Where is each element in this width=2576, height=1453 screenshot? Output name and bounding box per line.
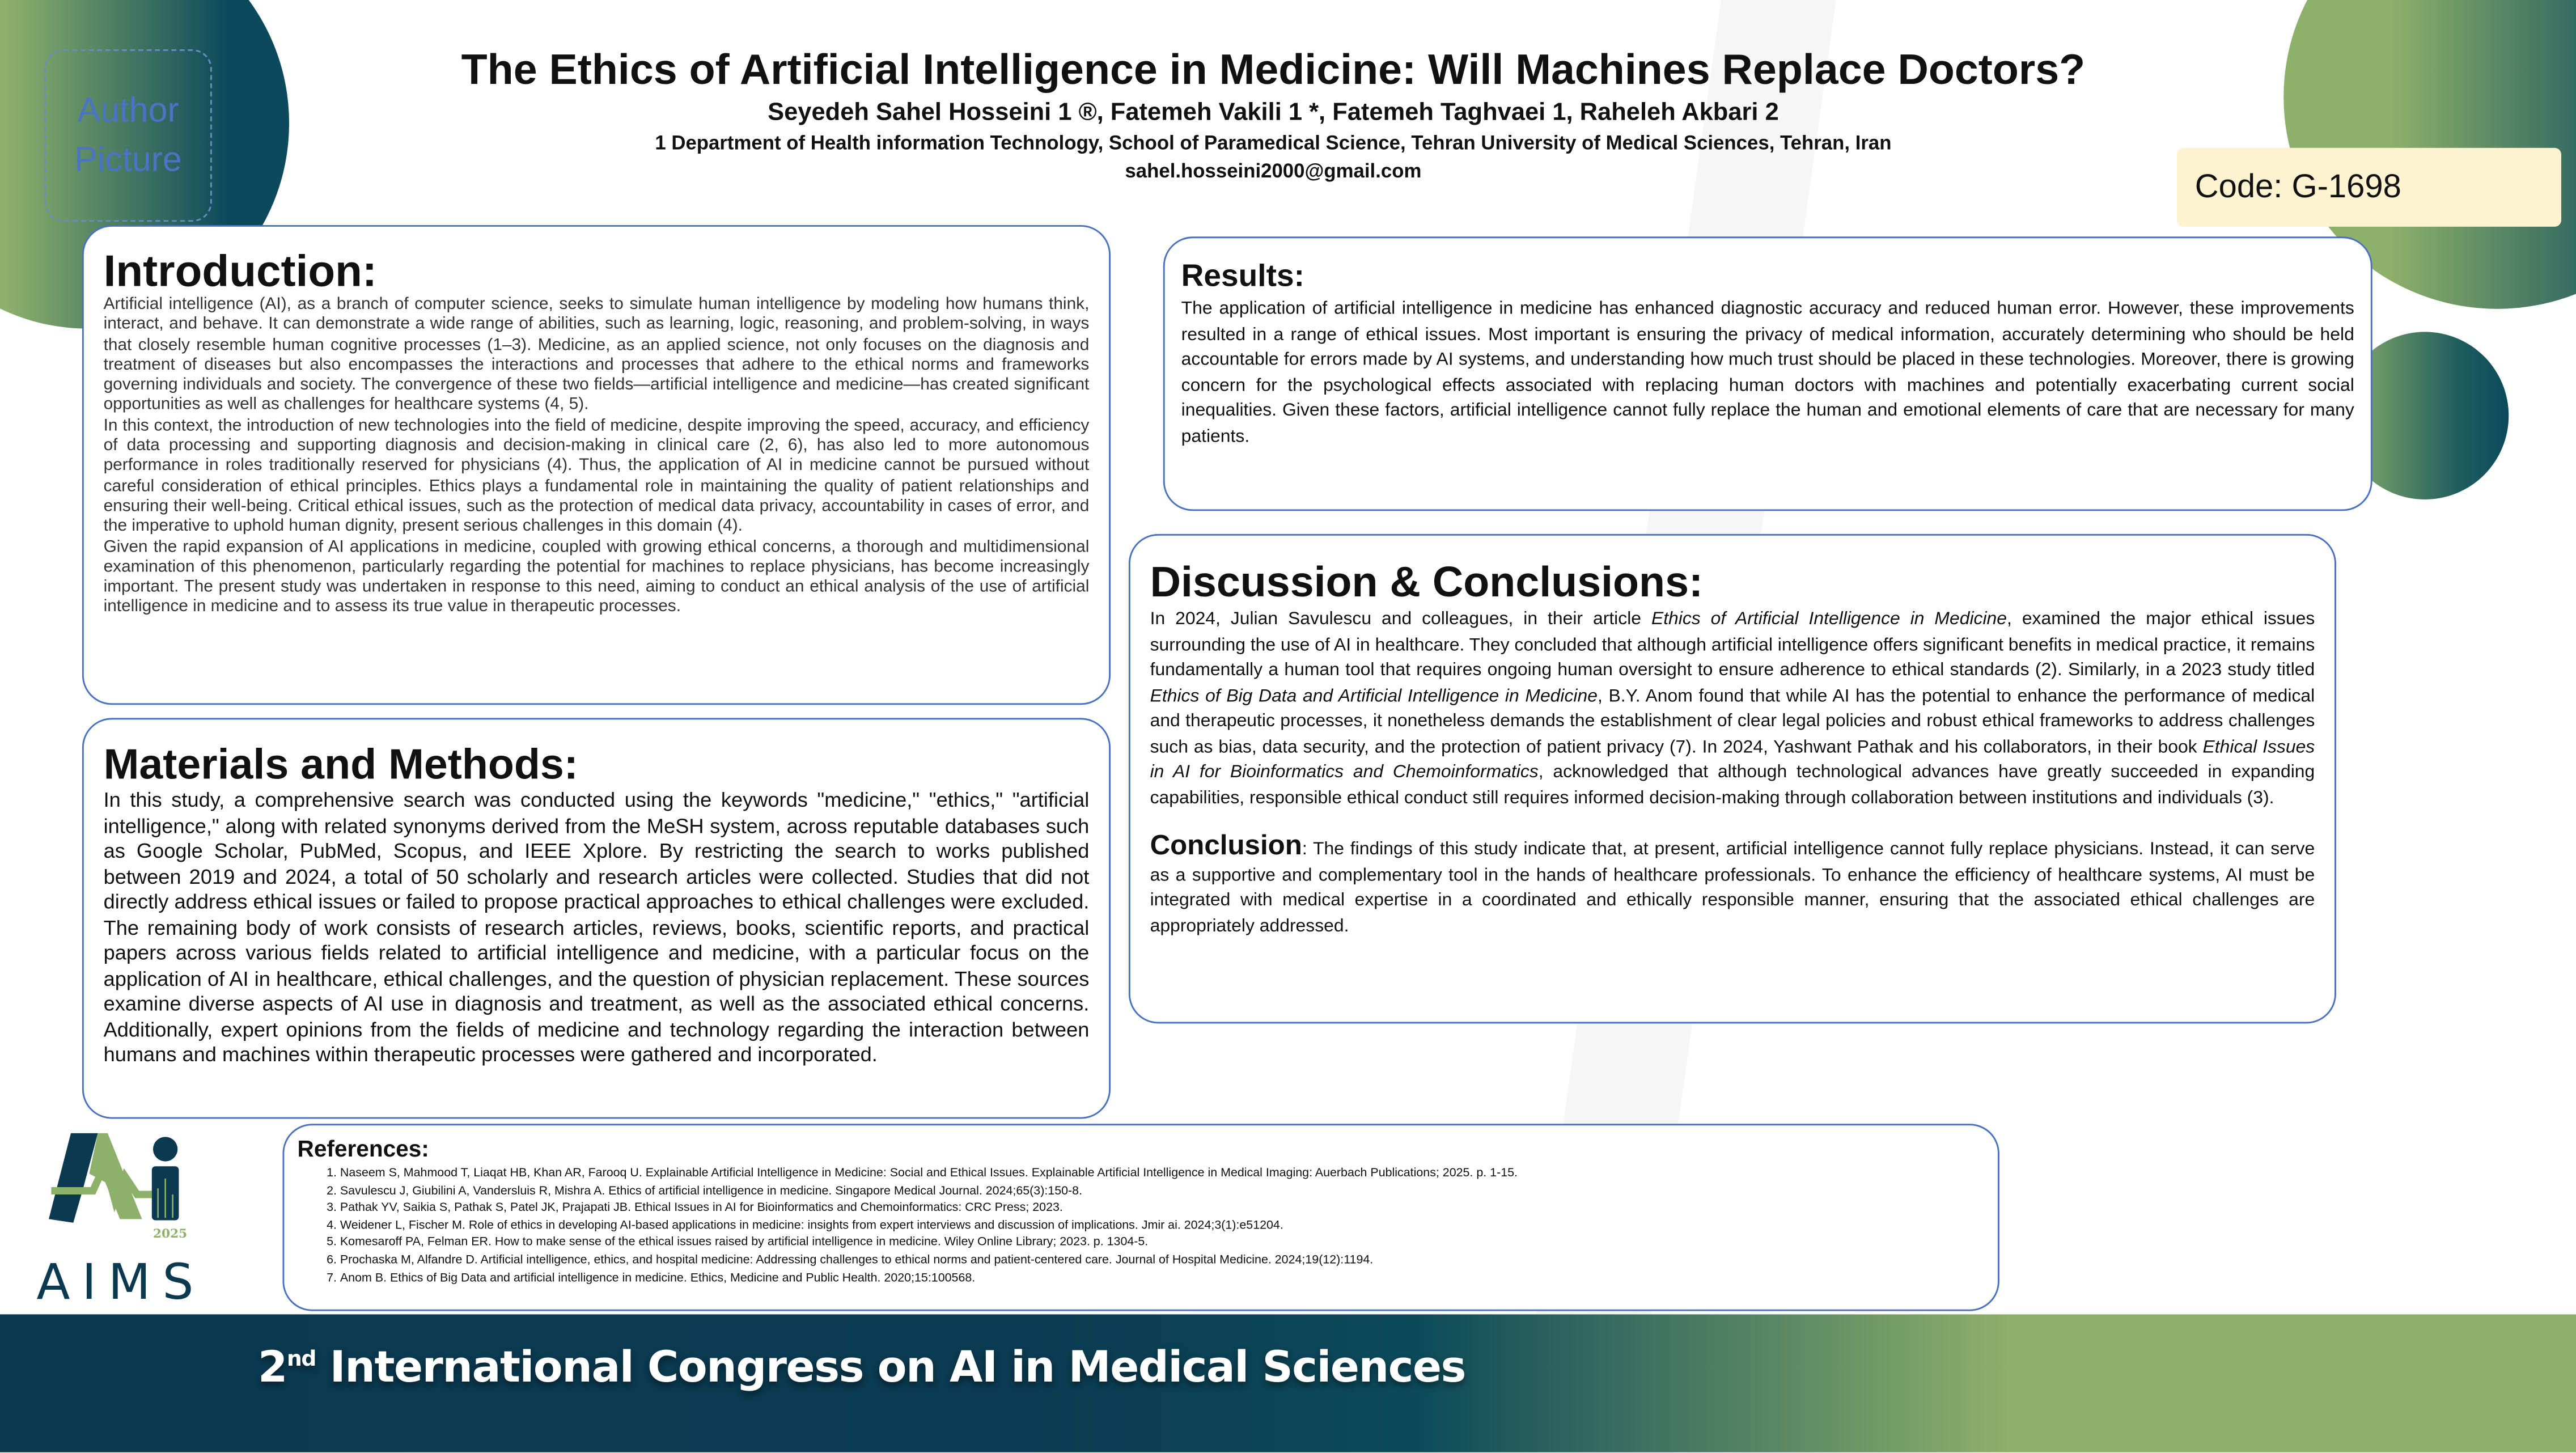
- section-heading: References:: [297, 1135, 429, 1162]
- methods-section: [82, 718, 1111, 1119]
- reference-item: 5. Komesaroff PA, Felman ER. How to make sense of the ethical issues raised by artificial intelligence in medicine. Wiley Online Library; 2023. p. 1304-5.: [340, 1234, 1985, 1252]
- discussion-section: [1129, 534, 2336, 1024]
- poster-header: [296, 43, 2251, 182]
- poster-title: The Ethics of Artificial Intelligence in Medicine: Will Machines Replace Doctors?: [461, 44, 2086, 94]
- author-picture-label: Author: [77, 91, 179, 129]
- heading-colon: :: [1689, 557, 1704, 607]
- section-heading: Results:: [1181, 259, 1304, 294]
- section-heading: Introduction:: [103, 246, 378, 296]
- section-heading: Materials and Methods:: [103, 739, 578, 789]
- section-heading: [1150, 556, 2315, 608]
- reference-item: 1. Naseem S, Mahmood T, Liaqat HB, Khan AR, Farooq U. Explainable Artificial Intelligence in Medicine: Social and Ethical Issues. Explainable Artificial Intelligence in Medical Imaging: Auerbach Publications; 2025. p. 1-15.: [340, 1165, 1985, 1183]
- paragraph: Given the rapid expansion of AI applications in medicine, coupled with growing ethical concerns, a thorough and multidimensional examination of this phenomenon, particularly regarding the potential for machines to replace physicians, has become increasingly important. The present study was undertaken in response to this need, aiming to conduct an ethical analysis of the use of artificial intelligence in medicine and to assess its true value in therapeutic processes.: [103, 538, 1090, 617]
- reference-item: 4. Weidener L, Fischer M. Role of ethics in developing AI-based applications in medicine: insights from expert interviews and discussion of implications. Jmir ai. 2024;3(1):e51204.: [340, 1217, 1985, 1235]
- conclusion-text: : The findings of this study indicate that, at present, artificial intelligence cannot fully replace physicians. Instead, it can serve as a supportive and complementary tool in the hands of healthcare professionals. To enhance the efficiency of healthcare systems, AI must be integrated with medical expertise in a coordinated and ethically responsible manner, ensuring that the associated ethical challenges are appropriately addressed.: [1150, 839, 2315, 936]
- section-body: In 2024, Julian Savulescu and colleagues, in their article Ethics of Artificial Intelligence in Medicine, examined the major ethical issues surrounding the use of AI in healthcare. They concluded that although artificial intelligence offers significant benefits in medical practice, it remains fundamentally a human tool that requires ongoing human oversight to ensure adherence to ethical standards (2). Similarly, in a 2023 study titled Ethics of Big Data and Artificial Intelligence in Medicine, B.Y. Anom found that while AI has the potential to enhance the performance of medical and therapeutic processes, it nonetheless demands the establishment of clear legal policies and robust ethical frameworks to address challenges such as bias, data security, and the protection of patient privacy (7). In 2024, Yashwant Pathak and his collaborators, in their book Ethical Issues in AI for Bioinformatics and Chemoinformatics, acknowledged that although technological advances have greatly succeeded in expanding capabilities, responsible ethical conduct still requires informed decision-making through collaboration between institutions and individuals (3).: [1150, 609, 2315, 808]
- heading-text: Discussion & Conclusions: [1150, 557, 1689, 607]
- logo-year: 2025: [152, 1226, 188, 1241]
- logo-text: AIMS: [36, 1253, 194, 1311]
- affiliation: 1 Department of Health information Technology, School of Paramedical Science, Tehran University of Medical Sciences, Tehran, Iran: [655, 131, 1892, 155]
- conclusion-label: Conclusion: [1150, 829, 1302, 861]
- section-body: [104, 296, 1090, 619]
- reference-list: [298, 1165, 1985, 1287]
- section-body: The application of artificial intelligence in medicine has enhanced diagnostic accuracy and reduced human error. However, these improvements resulted in a range of ethical issues. Most important is ensuring the privacy of medical information, accurately determining who should be held accountable for errors made by AI systems, and understanding how much trust should be placed in these technologies. Moreover, there is growing concern for the psychological effects associated with replacing human doctors with machines and potentially exacerbating current social inequalities. Given these factors, artificial intelligence cannot fully replace the human and emotional elements of care that are necessary for many patients.: [1181, 299, 2354, 446]
- results-section: [1163, 236, 2372, 511]
- reference-item: 7. Anom B. Ethics of Big Data and artificial intelligence in medicine. Ethics, Medicine and Public Health. 2020;15:100568.: [340, 1269, 1985, 1287]
- authors: Seyedeh Sahel Hosseini 1 ®, Fatemeh Vakili 1 *, Fatemeh Taghvaei 1, Raheleh Akbari 2: [768, 98, 1779, 127]
- paragraph: In this context, the introduction of new technologies into the field of medicine, despite improving the speed, accuracy, and efficiency of data processing and supporting diagnosis and decision-making in clinical care (2, 6), has also led to more autonomous performance in roles traditionally reserved for physicians (4). Thus, the application of AI in medicine cannot be pursued without careful consideration of ethical principles. Ethics plays a fundamental role in maintaining the quality of patient relationships and ensuring their well-being. Critical ethical issues, such as the protection of medical data privacy, accountability in cases of error, and the imperative to uphold human dignity, present serious challenges in this domain (4).: [103, 417, 1090, 536]
- aims-logo: [23, 1127, 217, 1311]
- reference-item: 2. Savulescu J, Giubilini A, Vandersluis R, Mishra A. Ethics of artificial intelligence in medicine. Singapore Medical Journal. 2024;65(3):150-8.: [340, 1182, 1985, 1200]
- reference-item: 6. Prochaska M, Alfandre D. Artificial intelligence, ethics, and hospital medicine: Addressing challenges to ethical norms and patient-centered care. Journal of Hospital Medicine. 2024;19(12):1194.: [340, 1252, 1985, 1269]
- reference-item: 3. Pathak YV, Saikia S, Pathak S, Patel JK, Prajapati JB. Ethical Issues in AI for Bioinformatics and Chemoinformatics: CRC Press; 2023.: [340, 1200, 1985, 1217]
- conclusion: [1150, 829, 2315, 939]
- references-section: [282, 1124, 1999, 1311]
- congress-name: 2nd International Congress on AI in Medical Sciences: [257, 1344, 1466, 1393]
- poster-code: Code: G-1698: [2177, 148, 2561, 227]
- author-picture-label: Picture: [74, 140, 182, 179]
- introduction-section: [82, 225, 1111, 705]
- paragraph: Artificial intelligence (AI), as a branch of computer science, seeks to simulate human intelligence by modeling how humans think, interact, and behave. It can demonstrate a wide range of abilities, such as learning, logic, reasoning, and problem-solving, in ways that closely resemble human cognitive processes (1–3). Medicine, as an applied science, not only focuses on the diagnosis and treatment of diseases but also encompasses the interactions and processes that adhere to the ethical norms and frameworks governing individuals and society. The convergence of these two fields—artificial intelligence and medicine—has created significant opportunities as well as challenges for healthcare systems (4, 5).: [103, 295, 1090, 415]
- section-body: In this study, a comprehensive search was conducted using the keywords "medicine," "ethics," "artificial intelligence," along with related synonyms derived from the MeSH system, across reputable databases such as Google Scholar, PubMed, Scopus, and IEEE Xplore. By restricting the search to works published between 2019 and 2024, a total of 50 scholarly and research articles were collected. Studies that did not directly address ethical issues or failed to propose practical approaches to ethical challenges were excluded. The remaining body of work consists of research articles, reviews, books, scientific reports, and practical papers across various fields related to artificial intelligence and medicine, with a particular focus on the application of AI in healthcare, ethical challenges, and the question of physician replacement. These sources examine diverse aspects of AI use in diagnosis and treatment, as well as the associated ethical concerns. Additionally, expert opinions from the fields of medicine and technology regarding the interaction between humans and machines within therapeutic processes were gathered and incorporated.: [103, 789, 1090, 1066]
- email: sahel.hosseini2000@gmail.com: [1125, 159, 1422, 183]
- author-picture-placeholder: [44, 49, 212, 222]
